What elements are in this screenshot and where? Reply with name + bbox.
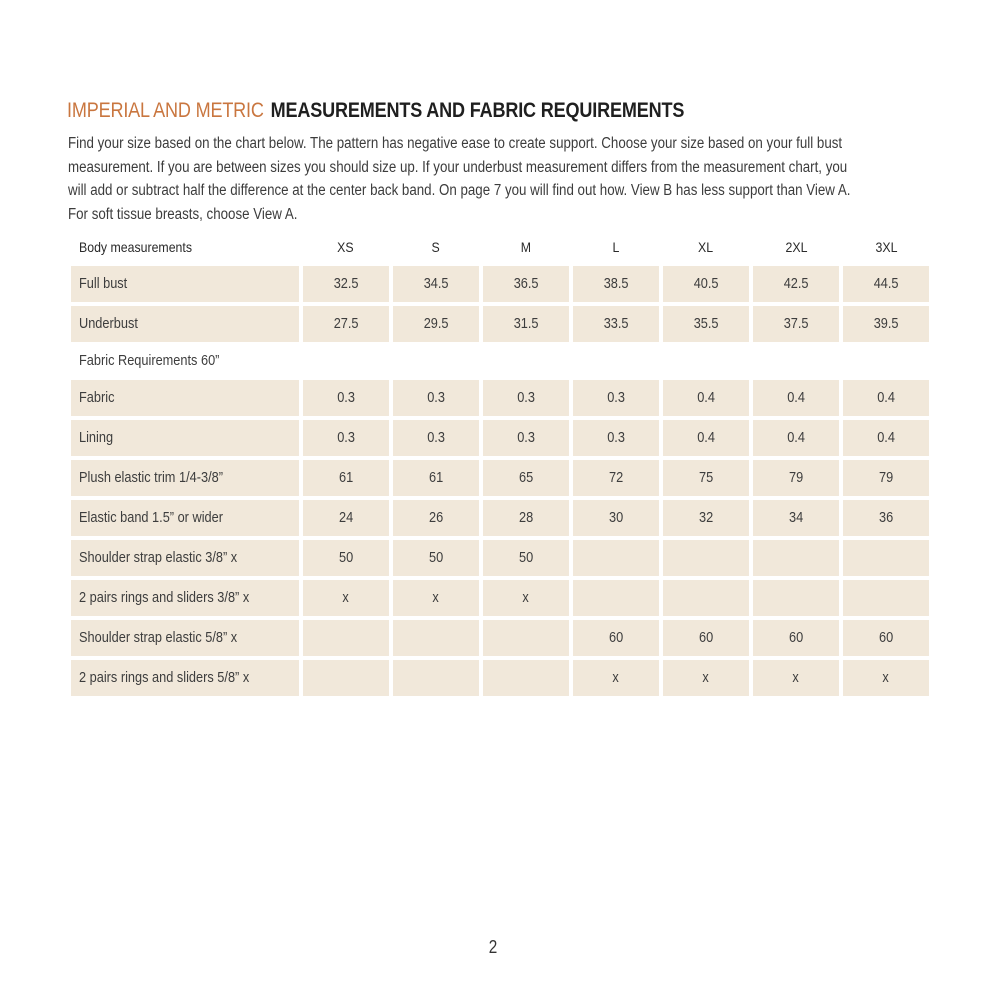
size-header-text: L (612, 239, 620, 255)
row-value-text: 35.5 (693, 316, 719, 332)
row-value-text: 61 (428, 470, 443, 486)
row-value (303, 580, 389, 616)
row-value (483, 380, 569, 416)
row-label (71, 660, 299, 696)
row-value-text: 0.3 (336, 430, 355, 446)
row-label (71, 266, 299, 302)
size-header (843, 239, 929, 255)
row-value-text: 44.5 (873, 276, 899, 292)
size-header-text: XL (698, 239, 714, 255)
table-row (71, 540, 929, 576)
row-label (71, 620, 299, 656)
row-value (843, 580, 929, 616)
size-header (483, 239, 569, 255)
row-label-text: Plush elastic trim 1/4-3/8” (79, 470, 223, 486)
row-value (753, 620, 839, 656)
table-row (71, 266, 929, 302)
row-value-text: 75 (698, 470, 714, 486)
row-value (303, 460, 389, 496)
table-row (71, 460, 929, 496)
row-value (303, 420, 389, 456)
row-value-text: x (432, 590, 440, 606)
page-number: 2 (488, 937, 498, 957)
table-row (71, 500, 929, 536)
row-label (71, 420, 299, 456)
row-label-text: Fabric (79, 390, 115, 406)
row-value (663, 380, 749, 416)
row-value (393, 266, 479, 302)
row-value (483, 266, 569, 302)
row-value (393, 500, 479, 536)
table-header-row (71, 232, 929, 262)
row-value-text: 0.4 (877, 390, 895, 406)
row-label-text: Lining (79, 430, 114, 446)
heading-accent: IMPERIAL AND METRIC (67, 99, 264, 122)
row-value-text: 31.5 (513, 316, 539, 332)
row-value (483, 540, 569, 576)
row-value-text: 27.5 (333, 316, 359, 332)
intro-paragraph (68, 132, 937, 226)
row-value-text: 0.3 (516, 430, 535, 446)
row-value (663, 266, 749, 302)
size-header (573, 239, 659, 255)
section-header-row (71, 346, 929, 376)
row-value-text: 33.5 (603, 316, 629, 332)
size-header (753, 239, 839, 255)
intro-line: For soft tissue breasts, choose View A. (68, 205, 298, 223)
row-value (303, 500, 389, 536)
row-value-text: 50 (428, 550, 443, 566)
row-value-text: 0.3 (426, 390, 445, 406)
row-value-text: 0.3 (516, 390, 535, 406)
row-value-text: 0.3 (607, 430, 625, 446)
row-value (303, 660, 389, 696)
row-value-text: 24 (338, 510, 353, 526)
row-value-text: x (702, 670, 710, 686)
size-header (393, 239, 479, 255)
row-value (303, 306, 389, 342)
row-value (573, 620, 659, 656)
row-value-text: 36 (878, 510, 894, 526)
row-value (843, 500, 929, 536)
row-value-text: 0.4 (787, 430, 805, 446)
row-value (843, 266, 929, 302)
row-value-text: 32.5 (333, 276, 359, 292)
row-label-text: 2 pairs rings and sliders 5/8” x (79, 670, 250, 686)
row-value-text: 29.5 (423, 316, 449, 332)
row-label (71, 380, 299, 416)
row-value (753, 380, 839, 416)
row-value (483, 580, 569, 616)
row-value (303, 540, 389, 576)
row-value (663, 540, 749, 576)
row-value-text: x (522, 590, 530, 606)
row-value-text: 0.3 (607, 390, 625, 406)
size-chart-table (71, 232, 929, 700)
row-value (483, 460, 569, 496)
row-value (573, 306, 659, 342)
row-value (753, 420, 839, 456)
row-value (843, 460, 929, 496)
row-value (663, 660, 749, 696)
row-value (303, 620, 389, 656)
row-value-text: 0.3 (426, 430, 445, 446)
row-value-text: 61 (338, 470, 353, 486)
size-header (303, 239, 389, 255)
row-value-text: 50 (518, 550, 533, 566)
intro-line: will add or subtract half the difference at the center back band. On page 7 you will find out how. View B has less support than View A. (68, 182, 851, 199)
row-value-text: 34 (788, 510, 804, 526)
row-value (483, 306, 569, 342)
row-value (753, 306, 839, 342)
table-row (71, 620, 929, 656)
row-value-text: 60 (878, 630, 894, 646)
row-value-text: 30 (608, 510, 624, 526)
row-value (843, 420, 929, 456)
row-label (71, 306, 299, 342)
row-value-text: 65 (518, 470, 533, 486)
row-value-text: x (792, 670, 800, 686)
size-header-text: S (431, 239, 440, 255)
row-value (393, 420, 479, 456)
row-value-text: 0.4 (787, 390, 805, 406)
row-value (573, 266, 659, 302)
row-value-text: 79 (788, 470, 804, 486)
row-value (573, 540, 659, 576)
table-row (71, 420, 929, 456)
row-value-text: 0.4 (877, 430, 895, 446)
row-value (573, 500, 659, 536)
row-value (393, 380, 479, 416)
row-value (483, 620, 569, 656)
row-label-text: Shoulder strap elastic 3/8” x (79, 550, 238, 566)
section-label (71, 353, 300, 369)
row-value-text: 32 (698, 510, 714, 526)
row-value (393, 580, 479, 616)
row-value-text: 42.5 (783, 276, 809, 292)
section-label-text: Fabric Requirements 60” (79, 353, 220, 369)
row-value (753, 266, 839, 302)
row-label (71, 460, 299, 496)
row-value-text: x (612, 670, 620, 686)
row-value-text: 60 (698, 630, 714, 646)
row-value-text: 50 (338, 550, 353, 566)
row-value-text: 26 (428, 510, 443, 526)
row-value-text: 36.5 (513, 276, 539, 292)
row-value (393, 660, 479, 696)
intro-line: Find your size based on the chart below. The pattern has negative ease to create support. Choose your size based on your full bust (68, 135, 843, 152)
row-value-text: 60 (608, 630, 624, 646)
heading-main: MEASUREMENTS AND FABRIC REQUIREMENTS (270, 99, 685, 122)
row-value-text: x (342, 590, 350, 606)
row-label-text: Shoulder strap elastic 5/8” x (79, 630, 238, 646)
row-value (483, 660, 569, 696)
row-value (753, 580, 839, 616)
row-value (753, 540, 839, 576)
intro-line: measurement. If you are between sizes you should size up. If your underbust measurement differs from the measurement chart, you (68, 158, 848, 176)
row-value (843, 620, 929, 656)
row-value (303, 380, 389, 416)
size-header-text: XS (337, 239, 355, 255)
row-value (753, 500, 839, 536)
row-value (393, 540, 479, 576)
row-value (663, 580, 749, 616)
row-value-text: x (882, 670, 890, 686)
header-label-text: Body measurements (79, 239, 192, 255)
table-row (71, 660, 929, 696)
row-label (71, 540, 299, 576)
page-heading (67, 99, 684, 123)
row-value-text: 0.4 (697, 390, 715, 406)
size-header-text: 2XL (784, 239, 807, 255)
header-label (71, 239, 299, 255)
row-value (753, 460, 839, 496)
row-value-text: 72 (608, 470, 624, 486)
row-value (573, 380, 659, 416)
row-value-text: 79 (878, 470, 894, 486)
row-value (663, 460, 749, 496)
row-value (483, 420, 569, 456)
row-value-text: 60 (788, 630, 804, 646)
row-label-text: Underbust (79, 316, 138, 332)
row-value (573, 420, 659, 456)
size-header-text: M (520, 239, 532, 255)
row-value (843, 660, 929, 696)
row-label (71, 580, 299, 616)
size-header (663, 239, 749, 255)
row-value (843, 306, 929, 342)
row-label (71, 500, 299, 536)
table-row (71, 306, 929, 342)
table-row (71, 380, 929, 416)
row-value (573, 580, 659, 616)
table-row (71, 580, 929, 616)
row-value-text: 39.5 (873, 316, 899, 332)
row-value-text: 37.5 (783, 316, 809, 332)
row-value (573, 660, 659, 696)
row-value (393, 306, 479, 342)
row-value (843, 540, 929, 576)
row-value-text: 34.5 (423, 276, 449, 292)
row-value-text: 40.5 (693, 276, 719, 292)
row-value-text: 28 (518, 510, 533, 526)
size-header-text: 3XL (875, 239, 897, 255)
row-value (663, 306, 749, 342)
row-value (393, 460, 479, 496)
row-value (843, 380, 929, 416)
row-value (573, 460, 659, 496)
row-value (393, 620, 479, 656)
row-value (663, 500, 749, 536)
row-value (303, 266, 389, 302)
row-value-text: 0.4 (697, 430, 715, 446)
row-value (663, 420, 749, 456)
row-value (663, 620, 749, 656)
row-value (753, 660, 839, 696)
row-label-text: 2 pairs rings and sliders 3/8” x (79, 590, 250, 606)
row-label-text: Elastic band 1.5” or wider (79, 510, 223, 526)
row-value-text: 0.3 (336, 390, 355, 406)
row-value-text: 38.5 (603, 276, 629, 292)
row-value (483, 500, 569, 536)
row-label-text: Full bust (79, 276, 128, 292)
